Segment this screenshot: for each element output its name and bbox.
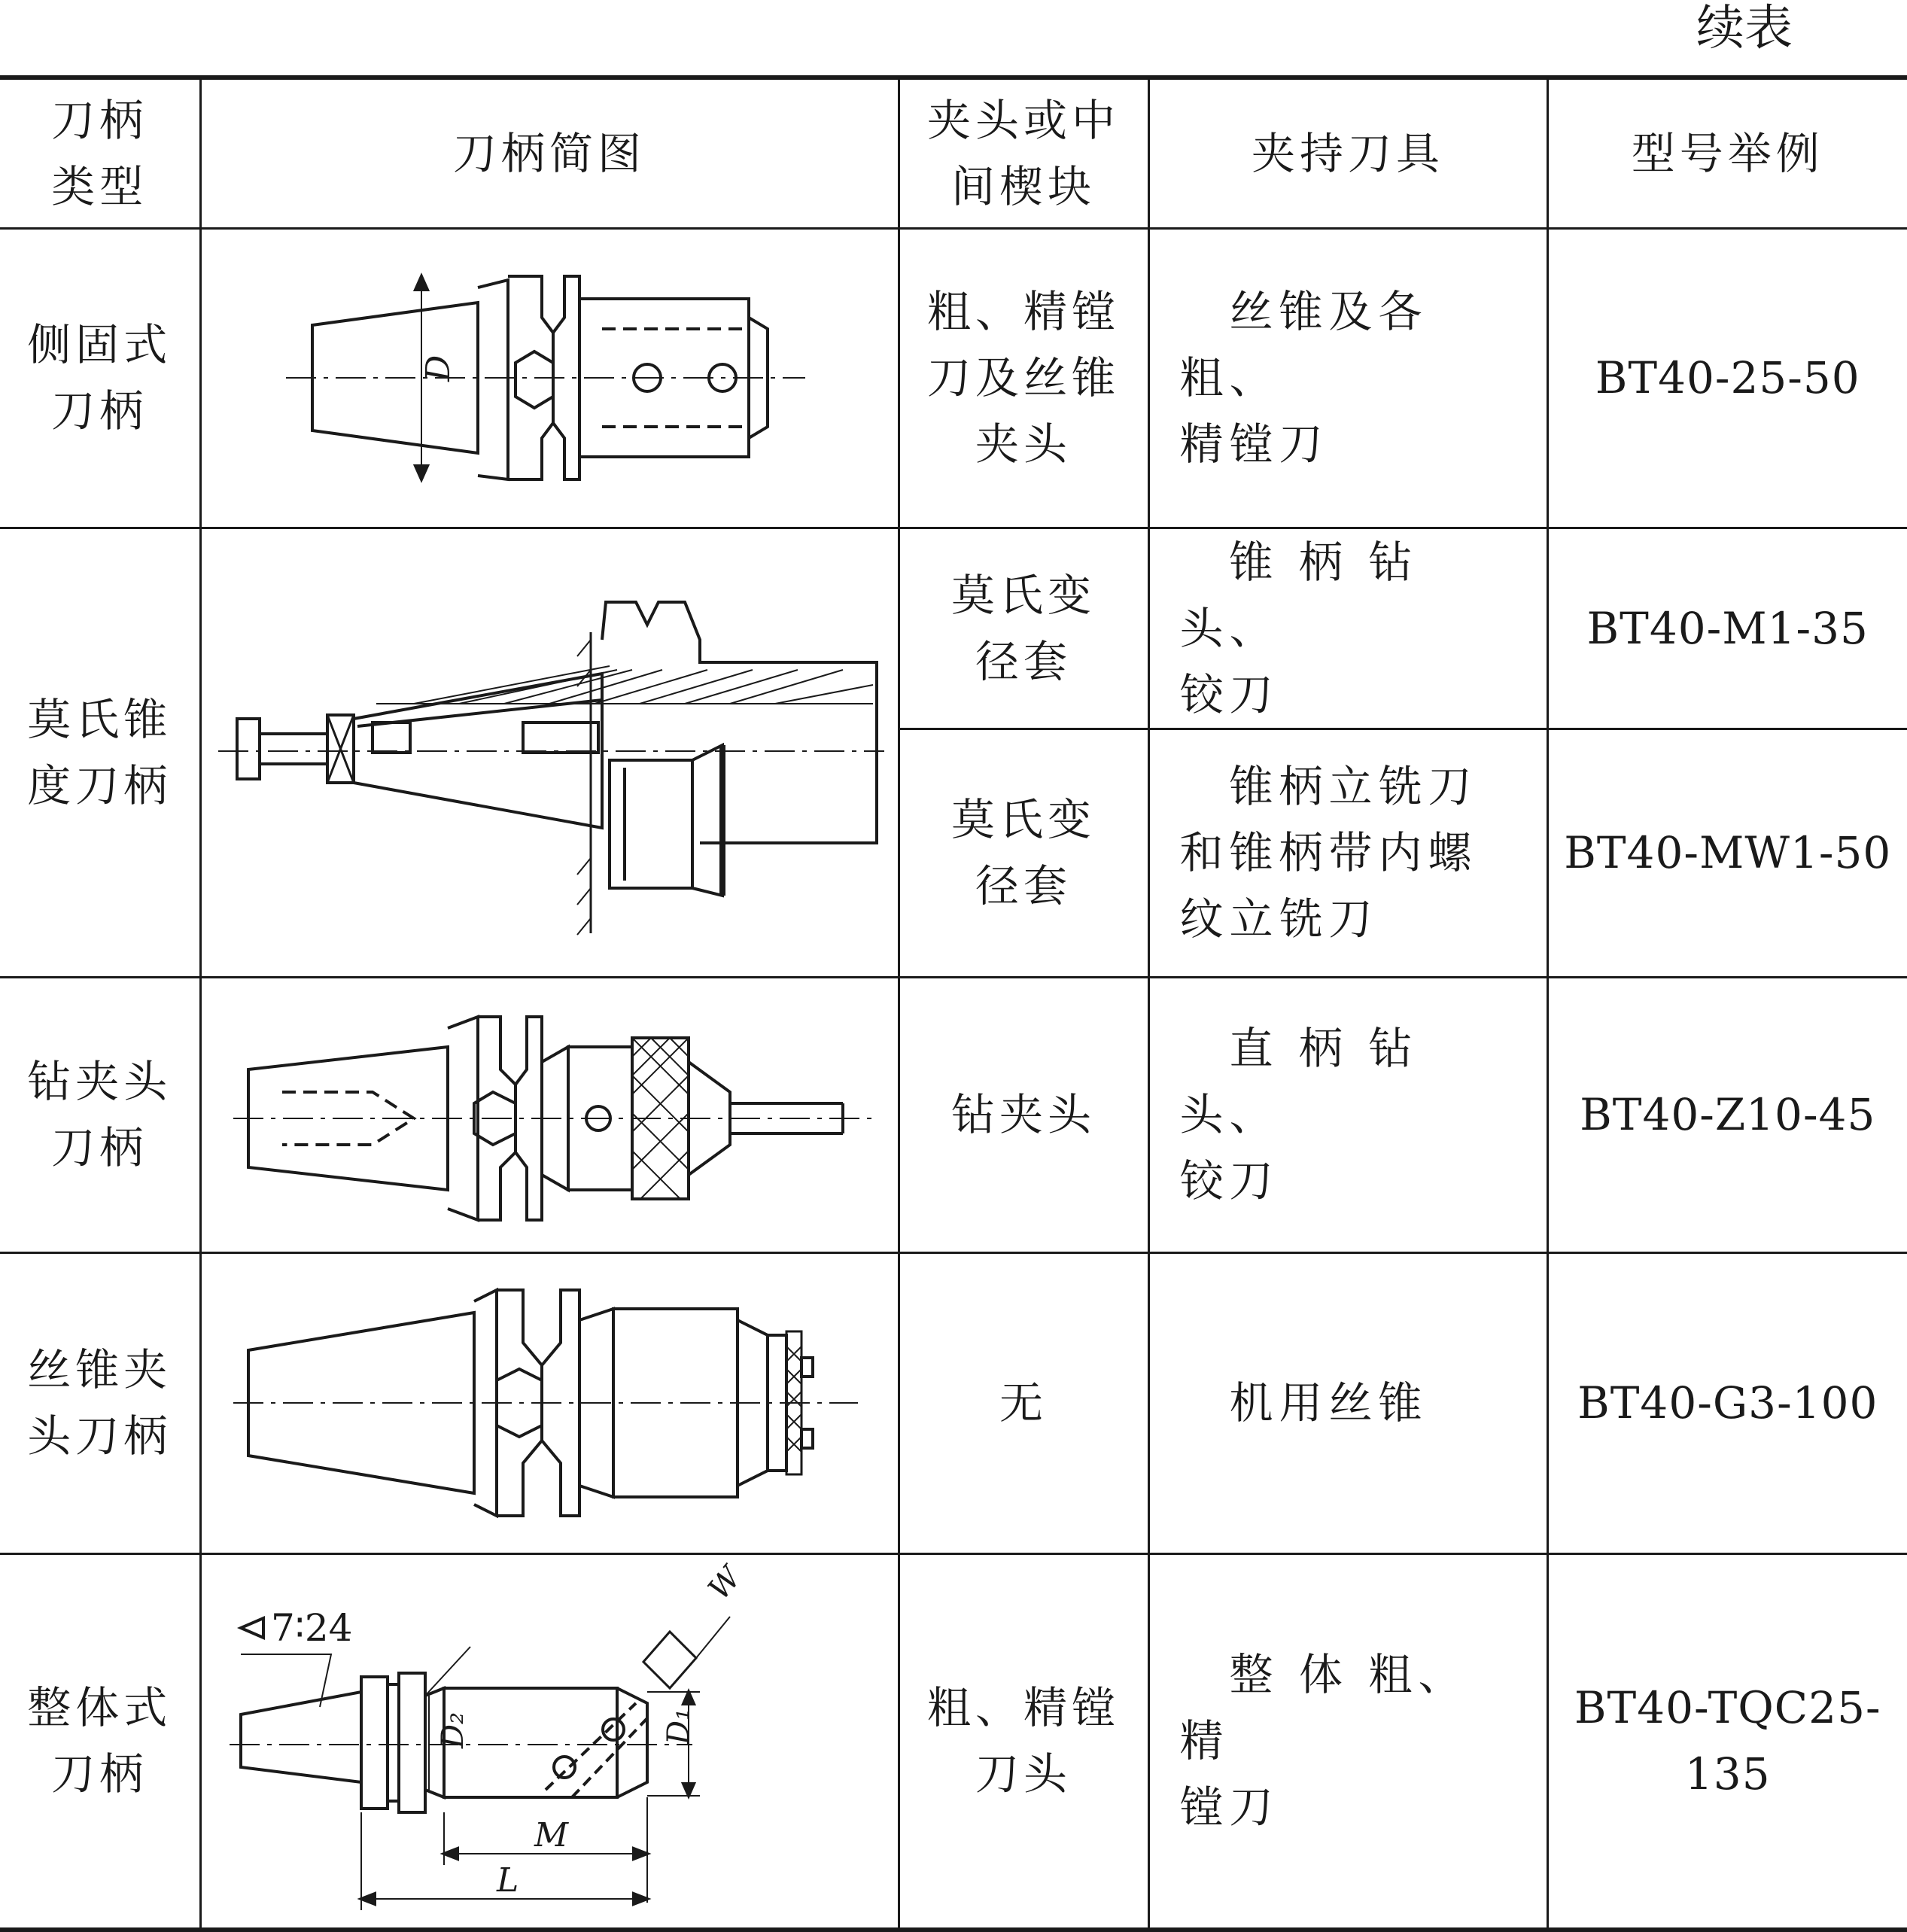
- diameter-d1-label: D₁: [662, 1708, 696, 1745]
- header-collet: 夹头或中 间楔块: [899, 78, 1148, 228]
- model-cell: BT40-25-50: [1547, 228, 1907, 528]
- collet-cell: 莫氏变 径套: [899, 528, 1148, 729]
- table-row: [0, 528, 1907, 729]
- drill-chuck-holder-diagram: [211, 987, 888, 1243]
- holder-type: 莫氏锥 度刀柄: [0, 528, 200, 977]
- integral-holder-diagram: [211, 1556, 888, 1925]
- header-model: 型号举例: [1547, 78, 1907, 228]
- tool-holder-table: [0, 75, 1907, 1932]
- width-w-label: W: [701, 1560, 749, 1607]
- model-cell: BT40-G3-100: [1547, 1252, 1907, 1553]
- holder-diagram: [200, 528, 899, 977]
- tool-cell: 整 体 粗、精 镗刀: [1148, 1553, 1547, 1930]
- collet-cell: 钻夹头: [899, 977, 1148, 1252]
- tool-cell: 直 柄 钻 头、 铰刀: [1148, 977, 1547, 1252]
- holder-diagram: [200, 977, 899, 1252]
- holder-type: 钻夹头 刀柄: [0, 977, 200, 1252]
- collet-cell: 无: [899, 1252, 1148, 1553]
- table-caption: 续表: [1696, 1, 1793, 56]
- tool-cell: 锥 柄 钻 头、 铰刀: [1148, 528, 1547, 729]
- side-lock-holder-diagram: [248, 235, 850, 521]
- holder-diagram: [200, 228, 899, 528]
- tool-cell: 锥柄立铣刀 和锥柄带内螺 纹立铣刀: [1148, 729, 1547, 977]
- model-cell: BT40-MW1-50: [1547, 729, 1907, 977]
- holder-type: 侧固式 刀柄: [0, 228, 200, 528]
- collet-cell: 莫氏变 径套: [899, 729, 1148, 977]
- model-cell: BT40-Z10-45: [1547, 977, 1907, 1252]
- header-tool: 夹持刀具: [1148, 78, 1547, 228]
- holder-diagram: [200, 1553, 899, 1930]
- tap-chuck-holder-diagram: [211, 1260, 888, 1546]
- taper-ratio-label: 7∶24: [271, 1606, 353, 1651]
- tool-cell: 丝锥及各粗、 精镗刀: [1148, 228, 1547, 528]
- model-cell: BT40-M1-35: [1547, 528, 1907, 729]
- header-diagram: 刀柄简图: [200, 78, 899, 228]
- header-row: [0, 78, 1907, 228]
- table-row: [0, 1553, 1907, 1930]
- dimension-label: D: [419, 354, 458, 382]
- holder-type: 整体式 刀柄: [0, 1553, 200, 1930]
- tool-cell: 机用丝锥: [1148, 1252, 1547, 1553]
- length-l-label: L: [497, 1861, 519, 1900]
- header-type: 刀柄 类型: [0, 78, 200, 228]
- collet-cell: 粗、精镗 刀头: [899, 1553, 1148, 1930]
- table-row: [0, 977, 1907, 1252]
- collet-cell: 粗、精镗 刀及丝锥 夹头: [899, 228, 1148, 528]
- morse-taper-holder-diagram: [211, 542, 888, 963]
- diameter-d2-label: D₂: [436, 1712, 470, 1749]
- model-cell: BT40-TQC25-135: [1547, 1553, 1907, 1930]
- holder-type: 丝锥夹 头刀柄: [0, 1252, 200, 1553]
- length-m-label: M: [534, 1816, 569, 1855]
- table-row: [0, 1252, 1907, 1553]
- table-row: [0, 228, 1907, 528]
- holder-diagram: [200, 1252, 899, 1553]
